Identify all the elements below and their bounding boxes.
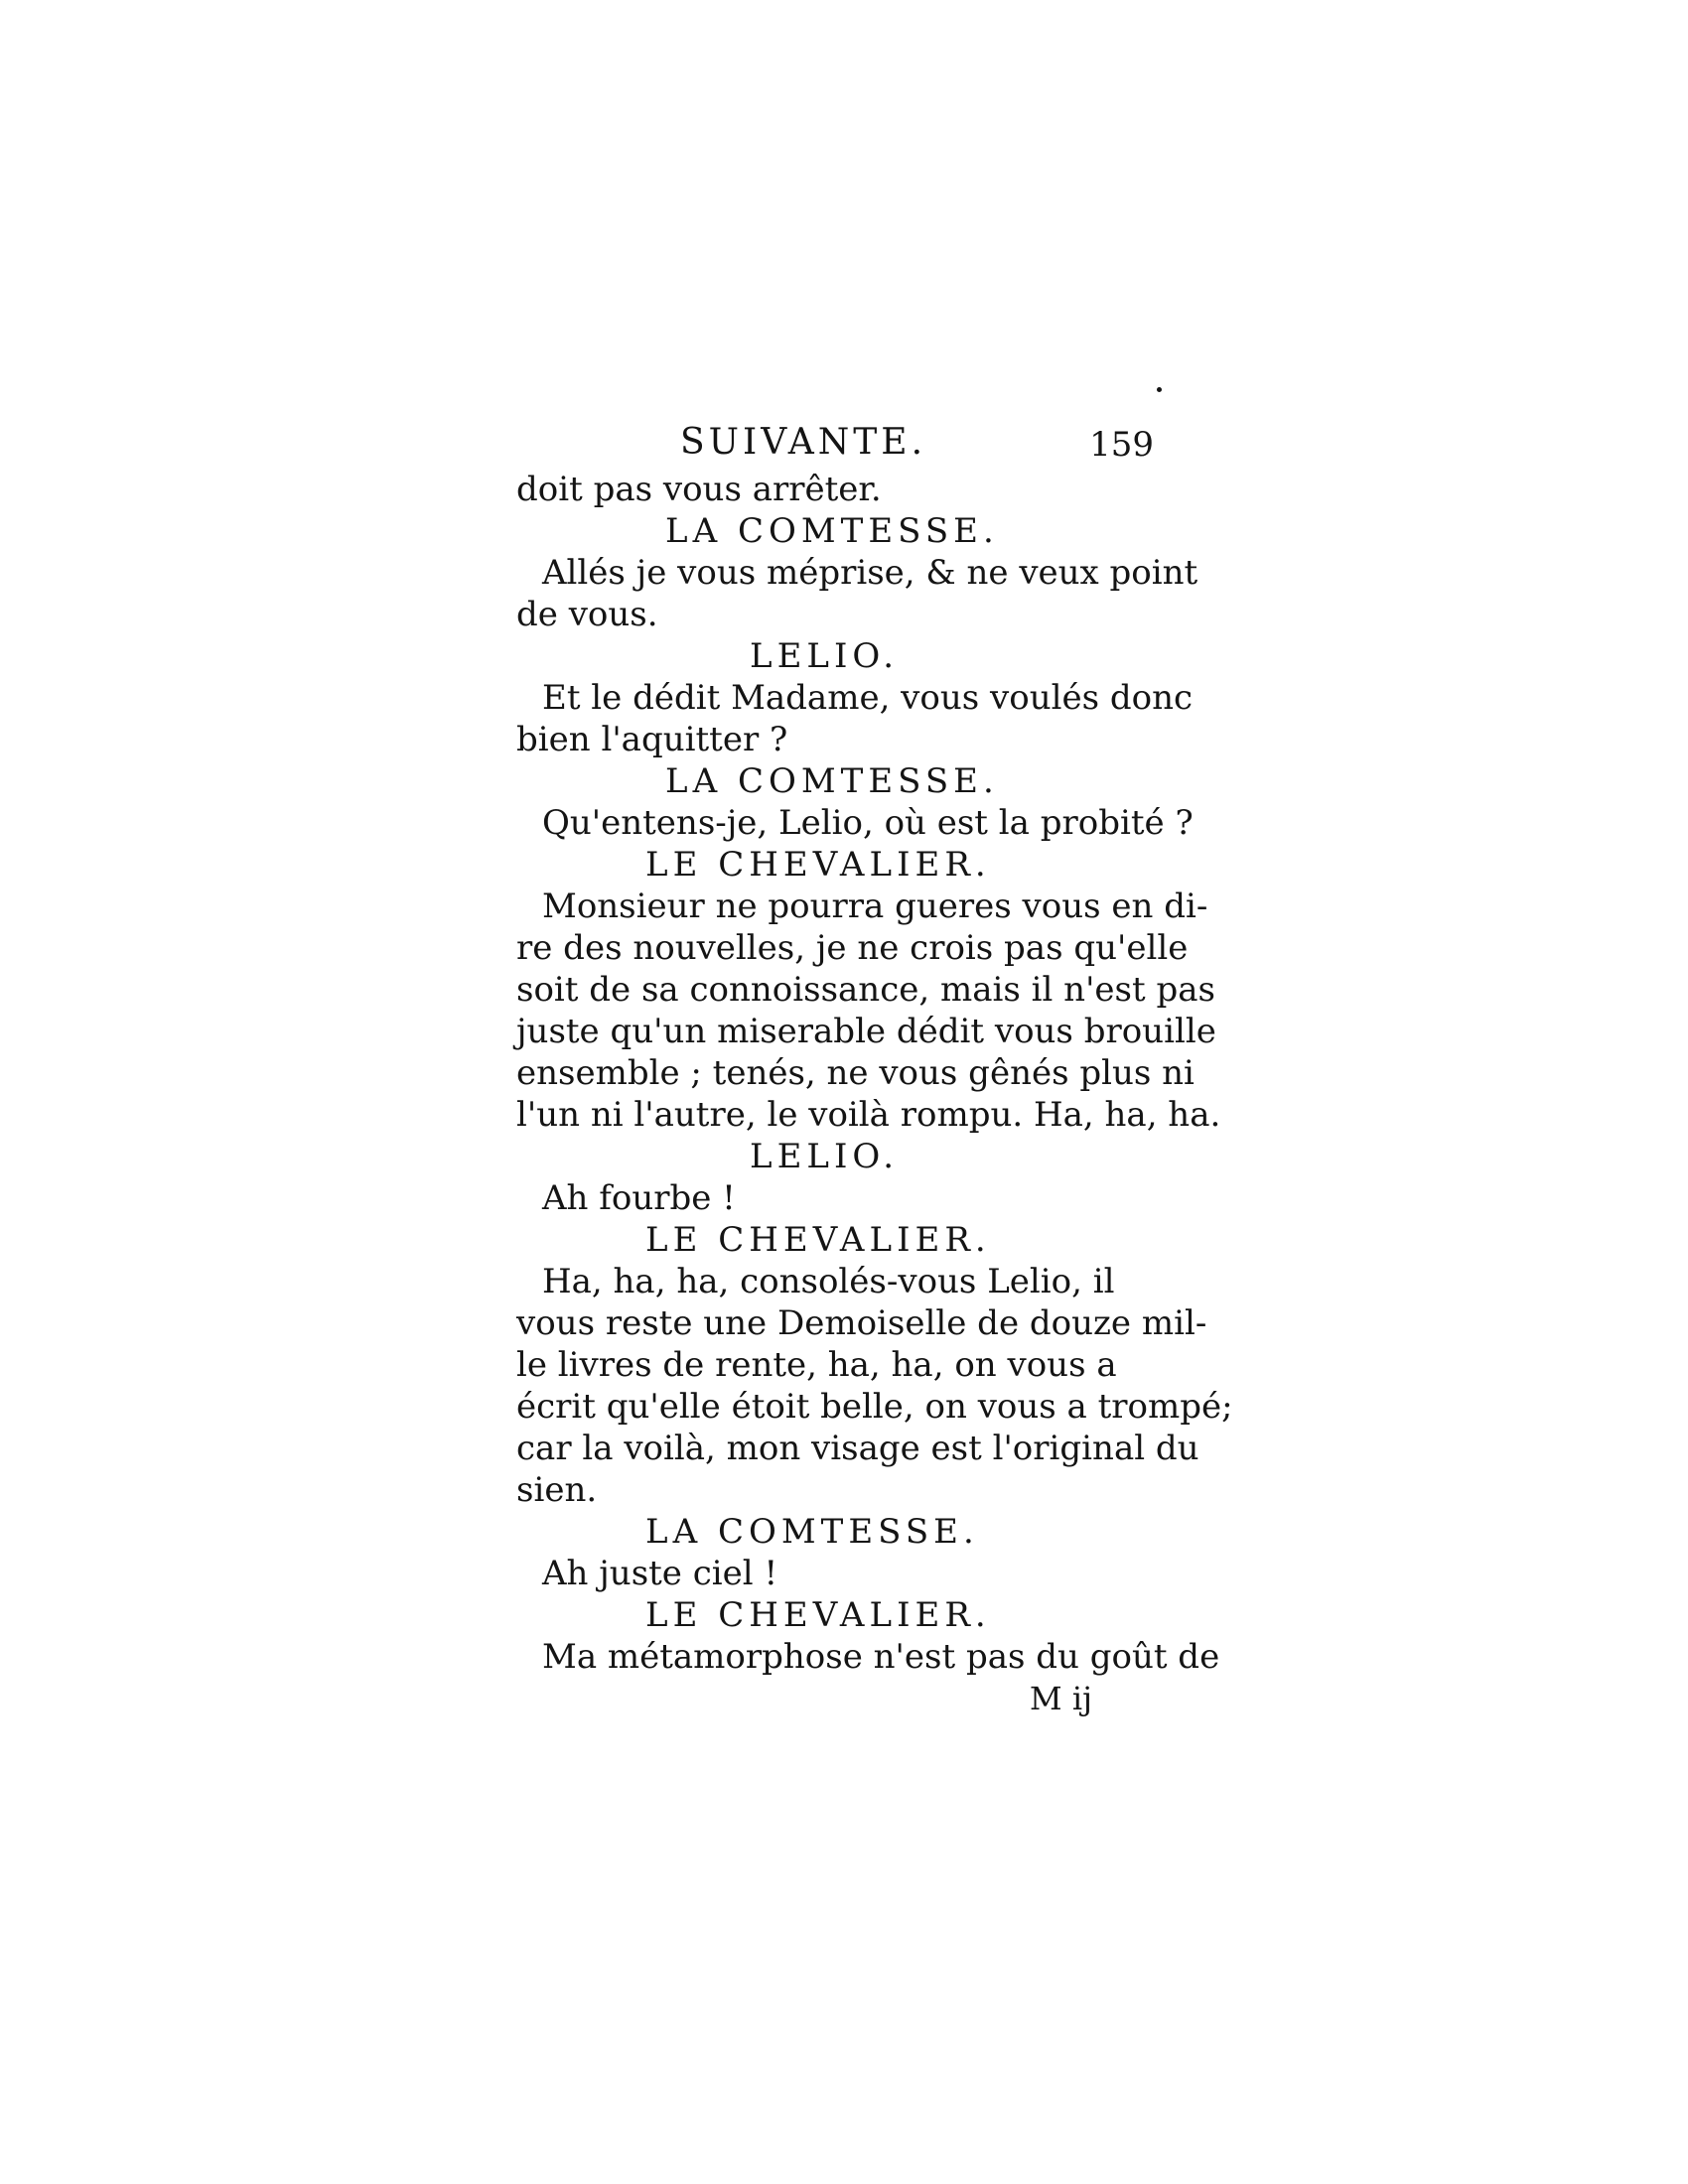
- text-line: doit pas vous arrêter.: [516, 470, 882, 509]
- text-line: le livres de rente, ha, ha, on vous a: [516, 1345, 1117, 1385]
- signature-mark: M ij: [1029, 1680, 1092, 1717]
- speaker-heading: LELIO.: [750, 1137, 900, 1176]
- text-line: car la voilà, mon visage est l'original du: [516, 1429, 1199, 1468]
- speaker-heading: LELIO.: [750, 636, 900, 676]
- text-block: [516, 417, 1233, 1719]
- speaker-heading: LA COMTESSE.: [645, 1512, 979, 1552]
- text-line: Allés je vous méprise, & ne veux point: [542, 553, 1198, 593]
- text-line: écrit qu'elle étoit belle, on vous a trompé;: [516, 1387, 1233, 1427]
- ink-speck: [1157, 387, 1162, 392]
- text-line: Ma métamorphose n'est pas du goût de: [542, 1637, 1220, 1677]
- text-line: vous reste une Demoiselle de douze mil-: [516, 1303, 1207, 1343]
- text-line: Ha, ha, ha, consolés-vous Lelio, il: [542, 1262, 1115, 1301]
- text-line: l'un ni l'autre, le voilà rompu. Ha, ha, ha.: [516, 1095, 1221, 1135]
- speaker-heading: LA COMTESSE.: [665, 761, 999, 801]
- text-line: sien.: [516, 1470, 598, 1510]
- text-line: juste qu'un miserable dédit vous brouille: [516, 1012, 1216, 1051]
- page-number: 159: [1089, 425, 1154, 465]
- running-head: SUIVANTE.: [680, 422, 927, 463]
- speaker-heading: LA COMTESSE.: [665, 511, 999, 551]
- text-line: Ah fourbe !: [542, 1178, 736, 1218]
- text-line: Ah juste ciel !: [542, 1554, 778, 1593]
- footer: [516, 1678, 1162, 1719]
- text-line: Monsieur ne pourra gueres vous en di-: [542, 887, 1208, 926]
- speaker-heading: LE CHEVALIER.: [645, 845, 991, 885]
- speaker-heading: LE CHEVALIER.: [645, 1595, 991, 1635]
- text-line: de vous.: [516, 595, 658, 634]
- text-line: re des nouvelles, je ne crois pas qu'elle: [516, 928, 1189, 968]
- speaker-heading: LE CHEVALIER.: [645, 1220, 991, 1260]
- text-line: bien l'aquitter ?: [516, 720, 788, 759]
- text-line: Et le dédit Madame, vous voulés donc: [542, 678, 1194, 718]
- text-line: soit de sa connoissance, mais il n'est pas: [516, 970, 1215, 1010]
- page-header: [516, 417, 1162, 469]
- text-line: ensemble ; tenés, ne vous gênés plus ni: [516, 1053, 1195, 1093]
- text-line: Qu'entens-je, Lelio, où est la probité ?: [542, 803, 1194, 843]
